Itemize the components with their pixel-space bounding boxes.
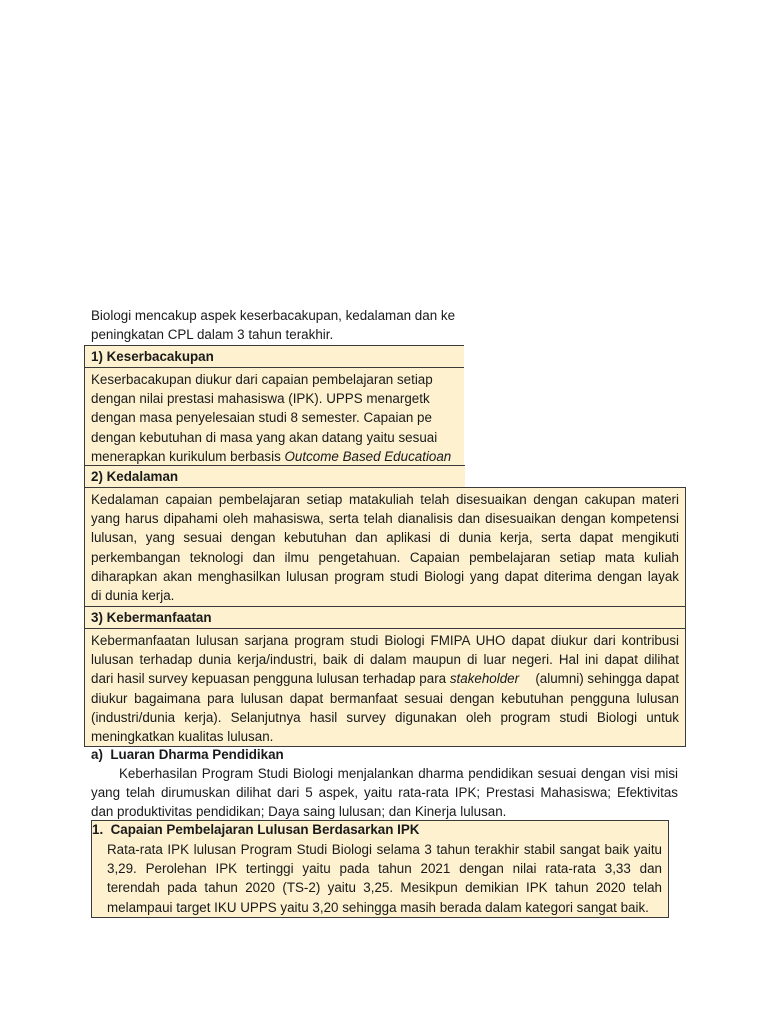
capaian-body xyxy=(92,840,668,917)
capaian-line: terendah pada tahun 2020 (TS-2) yaitu 3,25. Mesikpun demikian IPK tahun 2020 telah xyxy=(107,880,662,896)
section-body-line: dengan nilai prestasi mahasiswa (IPK). UPPS menargetk xyxy=(91,391,430,407)
luaran-line: Keberhasilan Program Studi Biologi menjalankan dharma pendidikan sesuai dengan visi misi xyxy=(119,766,678,781)
section-body-line: Kebermanfaatan lulusan sarjana program studi Biologi FMIPA UHO dapat diukur dari kontribusi xyxy=(91,633,679,648)
section-body-line: lulusan, yang sesuai dengan kebutuhan dan aplikasi di dunia kerja, serta dapat mengikuti xyxy=(91,530,679,546)
section-body-line-stakeholder xyxy=(91,669,679,688)
luaran-line: yang telah dirumuskan dilihat dari 5 aspek, yaitu rata-rata IPK; Prestasi Mahasiswa; Efektivitas xyxy=(91,785,678,801)
section-body-line: diharapkan akan menghasilkan lulusan program studi Biologi yang dapat diterima dengan layak xyxy=(91,568,679,584)
section-body-line: dengan masa penyelesaian studi 8 semester. Capaian pe xyxy=(91,410,432,426)
section-body-text: menerapkan kurikulum berbasis xyxy=(91,448,285,464)
capaian-line: 3,29. Perolehan IPK tertinggi yaitu pada tahun 2021 dengan nilai rata-rata 3,33 dan xyxy=(107,861,662,877)
section-body-line: di dunia kerja. xyxy=(91,587,175,603)
stakeholder-group xyxy=(450,669,679,688)
section-body-line: Kedalaman capaian pembelajaran setiap matakuliah telah disesuaikan dengan cakupan materi xyxy=(91,492,679,507)
section-body-kebermanfaatan xyxy=(84,628,686,747)
intro-line-1: Biologi mencakup aspek keserbacakupan, kedalaman dan ke xyxy=(91,308,456,323)
luaran-line: dan produktivitas pendidikan; Daya saing lulusan; dan Kinerja lulusan. xyxy=(91,804,507,820)
luaran-heading: a) Luaran Dharma Pendidikan xyxy=(91,747,284,762)
section-body-line: dengan kebutuhan di masa yang akan datang yaitu sesuai xyxy=(91,429,438,445)
section-body-line-last xyxy=(91,447,458,466)
section-body-line: yang harus dipahami oleh mahasiswa, serta telah dianalisis dan disesuaikan dengan kompetensi xyxy=(91,511,679,527)
italic-term: Outcome Based Educatioan xyxy=(284,448,452,464)
section-body-line: perkembangan teknologi dan ilmu pengetahuan. Capaian pembelajaran setiap mata kuliah xyxy=(91,549,679,565)
section-body-line: lulusan terhadap dunia kerja/industri, baik di dalam maupun di luar negeri. Hal ini dapat dilihat xyxy=(91,652,679,668)
section-body-keserbacakupan xyxy=(84,367,464,466)
section-body-kedalaman xyxy=(84,487,686,607)
section-body-text: dari hasil survey kepuasan pengguna lulusan terhadap para xyxy=(91,671,450,687)
capaian-heading: 1. Capaian Pembelajaran Lulusan Berdasarkan IPK xyxy=(92,822,420,837)
section-heading-kebermanfaatan: 3) Kebermanfaatan xyxy=(84,606,686,629)
section-body-line: meningkatkan kualitas lulusan. xyxy=(91,728,274,744)
section-body-line: (industri/dunia kerja). Selanjutnya hasil survey digunakan oleh program studi Biologi untuk xyxy=(91,709,679,725)
intro-line-2: peningkatan CPL dalam 3 tahun terakhir. xyxy=(91,327,334,342)
italic-term: stakeholder xyxy=(449,671,520,687)
section-body-text: (alumni) sehingga dapat xyxy=(531,671,679,687)
luaran-paragraph xyxy=(91,764,678,822)
section-body-line: Keserbacakupan diukur dari capaian pembelajaran setiap xyxy=(91,372,433,387)
section-heading-keserbacakupan: 1) Keserbacakupan xyxy=(84,345,464,368)
capaian-box xyxy=(91,820,669,918)
capaian-line: Rata-rata IPK lulusan Program Studi Biologi selama 3 tahun terakhir stabil sangat baik yaitu xyxy=(107,842,662,857)
section-body-line: diukur bagaimana para lulusan dapat bermanfaat sesuai dengan kebutuhan pengguna lulusan xyxy=(91,690,679,706)
section-heading-kedalaman: 2) Kedalaman xyxy=(84,465,465,488)
capaian-line: melampaui target IKU UPPS yaitu 3,20 sehingga masih berada dalam kategori sangat baik. xyxy=(107,899,649,915)
